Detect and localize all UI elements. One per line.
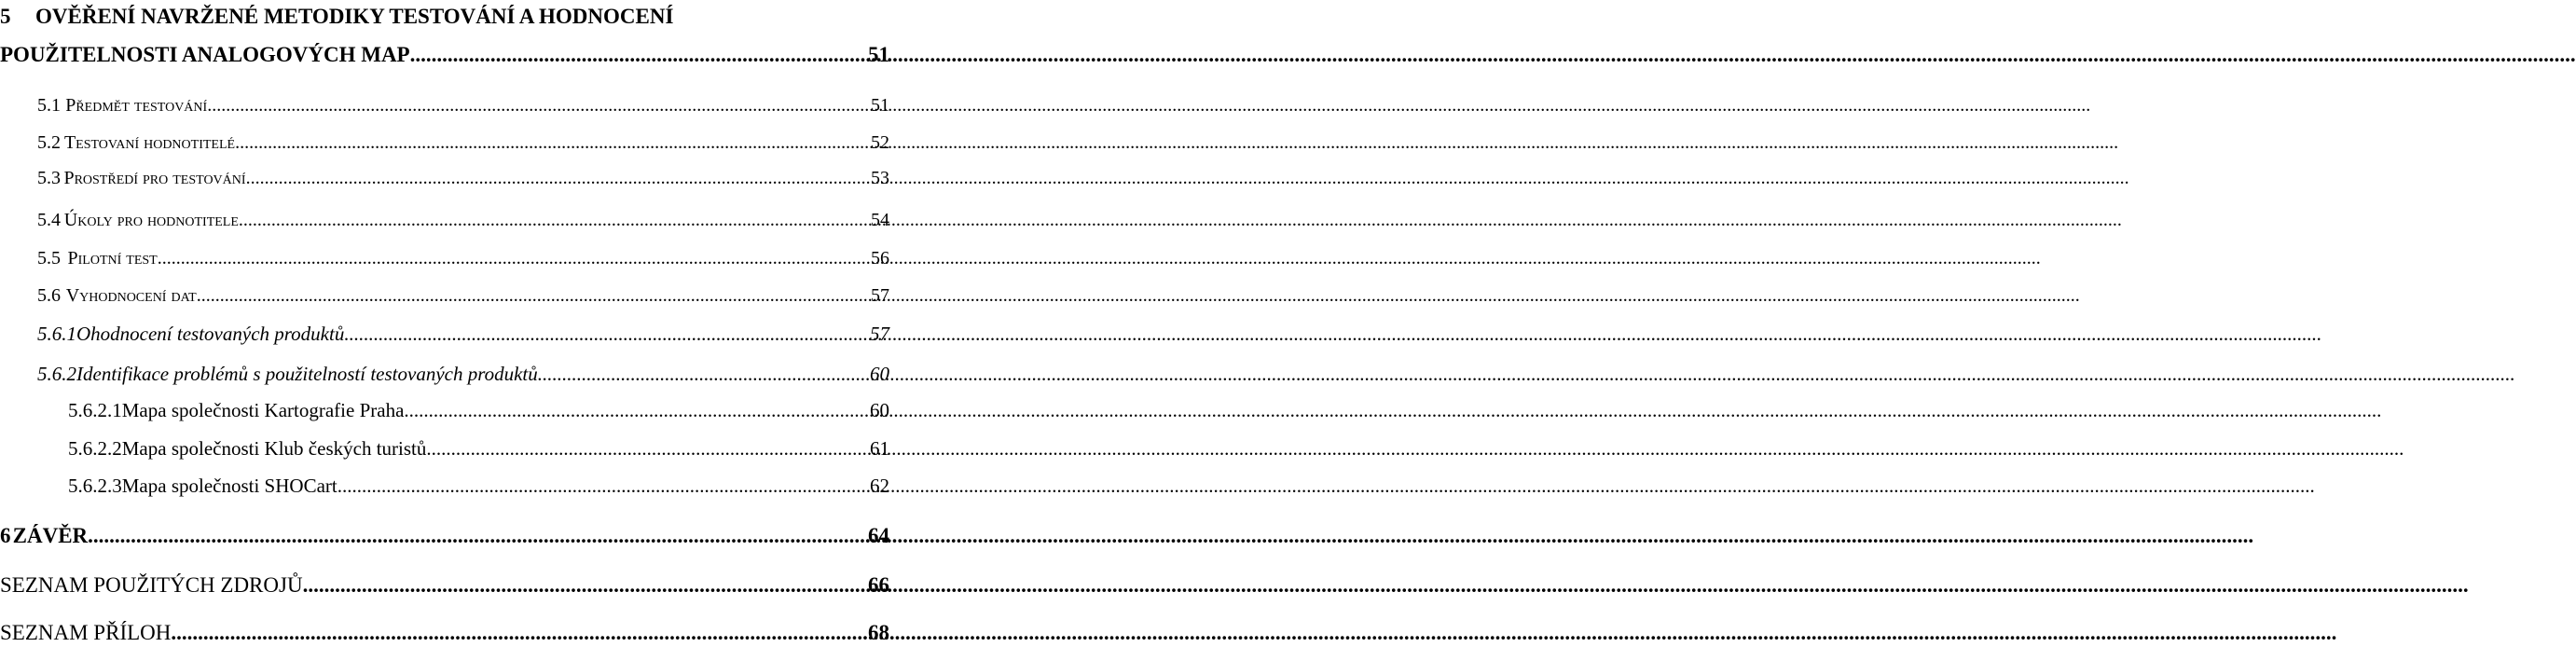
toc-subsubsection-title: Mapa společnosti Klub českých turistů (121, 437, 427, 460)
toc-subsection-5-6-2[interactable] (0, 360, 889, 388)
toc-section-title: Testovaní hodnotitelé (63, 132, 236, 153)
toc-leader-dots (426, 434, 868, 462)
toc-chapter-title-continued: POUŽITELNOSTI ANALOGOVÝCH MAP (0, 43, 410, 66)
toc-page-number: 57 (871, 285, 889, 306)
toc-page-number: 66 (868, 573, 889, 597)
toc-section-title: Vyhodnocení dat (65, 285, 197, 306)
toc-page-number: 68 (868, 621, 889, 644)
toc-chapter-number: 5 (0, 5, 11, 28)
toc-subsection-number: 5.6.1 (37, 323, 76, 345)
toc-page-number: 61 (870, 437, 889, 460)
toc-leader-dots (246, 164, 869, 192)
toc-page-number: 52 (871, 132, 889, 153)
toc-sources[interactable] (0, 571, 889, 599)
toc-page-number: 62 (870, 475, 889, 497)
toc-leader-dots (235, 129, 869, 157)
toc-subsection-title: Ohodnocení testovaných produktů (76, 323, 345, 345)
toc-page-number: 53 (871, 168, 889, 188)
toc-leader-dots (207, 91, 869, 119)
toc-subsubsection-5-6-2-3[interactable] (0, 472, 889, 500)
toc-subsubsection-title: Mapa společnosti SHOCart (121, 475, 337, 497)
toc-page-number: 51 (868, 43, 889, 66)
toc-leader-dots (404, 396, 868, 424)
toc-section-number: 5.4 (37, 210, 61, 230)
toc-section-title: Předmět testování (65, 95, 208, 116)
toc-chapter-6[interactable] (0, 522, 889, 550)
toc-leader-dots (337, 472, 868, 500)
toc-leader-dots (239, 206, 869, 234)
toc-subsubsection-number: 5.6.2.1 (68, 399, 122, 421)
toc-chapter-5[interactable] (0, 41, 889, 69)
toc-subsection-title: Identifikace problémů s použitelností testovaných produktů (76, 363, 538, 385)
toc-section-title: Úkoly pro hodnotitele (63, 210, 239, 230)
toc-page-number: 56 (871, 248, 889, 268)
toc-page-number: 64 (868, 524, 889, 547)
toc-section-5-5[interactable] (0, 244, 889, 272)
toc-page-number: 60 (870, 399, 889, 421)
toc-section-5-4[interactable] (0, 206, 889, 234)
toc-section-5-3[interactable] (0, 164, 889, 192)
toc-subsubsection-number: 5.6.2.2 (68, 437, 122, 460)
toc-section-number: 5.6 (37, 285, 61, 306)
toc-appendices-title: SEZNAM PŘÍLOH (0, 621, 172, 644)
toc-leader-dots (171, 619, 866, 647)
toc-leader-dots (197, 282, 869, 310)
toc-chapter-5-title-line1 (0, 3, 673, 31)
toc-section-number: 5.5 (37, 248, 61, 268)
toc-page-number: 60 (870, 363, 889, 385)
toc-subsubsection-number: 5.6.2.3 (68, 475, 122, 497)
toc-page-number: 51 (871, 95, 889, 116)
toc-section-title: Prostředí pro testování (63, 168, 246, 188)
toc-subsection-5-6-1[interactable] (0, 320, 889, 348)
toc-section-number: 5.3 (37, 168, 61, 188)
table-of-contents (0, 0, 895, 646)
toc-section-number: 5.2 (37, 132, 61, 153)
toc-leader-dots (344, 320, 868, 348)
toc-leader-dots (410, 41, 866, 69)
toc-page-number: 54 (871, 210, 889, 230)
toc-subsubsection-5-6-2-1[interactable] (0, 396, 889, 424)
toc-chapter-title: ZÁVĚR (12, 524, 89, 547)
toc-leader-dots (303, 571, 866, 599)
toc-subsubsection-title: Mapa společnosti Kartografie Praha (121, 399, 405, 421)
toc-sources-title: SEZNAM POUŽITÝCH ZDROJŮ (0, 573, 303, 597)
toc-leader-dots (158, 244, 869, 272)
toc-subsubsection-5-6-2-2[interactable] (0, 434, 889, 462)
toc-leader-dots (538, 360, 868, 388)
toc-appendices[interactable] (0, 619, 889, 647)
toc-page-number: 57 (870, 323, 889, 345)
toc-section-5-2[interactable] (0, 129, 889, 157)
toc-section-5-6[interactable] (0, 282, 889, 310)
toc-leader-dots (88, 522, 866, 550)
toc-section-number: 5.1 (37, 95, 61, 116)
toc-section-title: Pilotní test (67, 248, 158, 268)
toc-chapter-number: 6 (0, 524, 11, 547)
toc-subsection-number: 5.6.2 (37, 363, 76, 385)
toc-chapter-title: OVĚŘENÍ NAVRŽENÉ METODIKY TESTOVÁNÍ A HODNOCENÍ (35, 5, 674, 28)
toc-section-5-1[interactable] (0, 91, 889, 119)
